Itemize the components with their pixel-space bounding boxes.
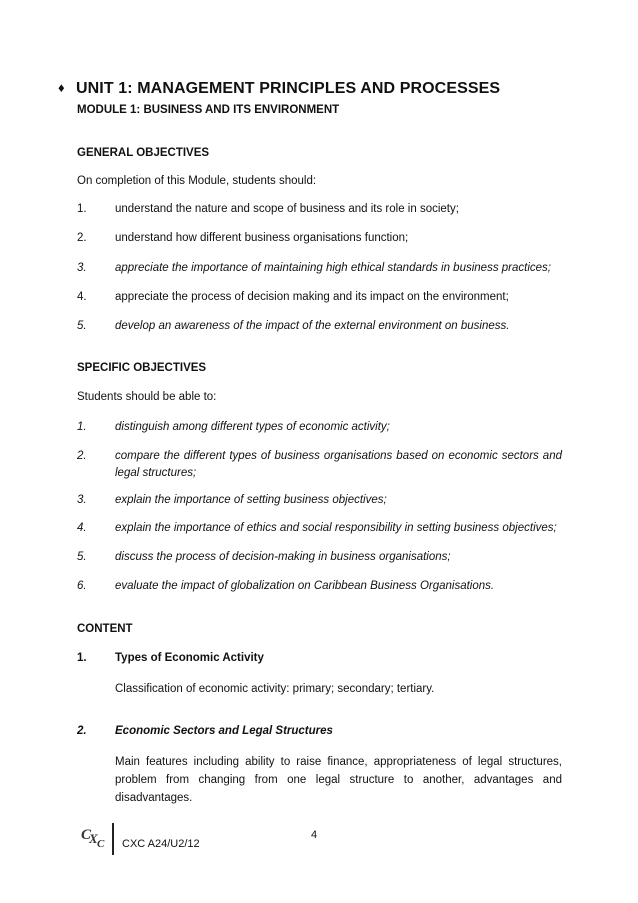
footer-divider: [112, 823, 114, 855]
item-number: 1.: [77, 421, 87, 433]
item-text: understand how different business organisations function;: [115, 232, 409, 244]
item-number: 1.: [77, 652, 87, 664]
module-title: MODULE 1: BUSINESS AND ITS ENVIRONMENT: [77, 104, 340, 116]
item-title: Economic Sectors and Legal Structures: [115, 725, 333, 737]
item-text: explain the importance of setting business objectives;: [115, 494, 387, 506]
svg-text:C: C: [81, 827, 92, 843]
item-number: 4.: [77, 522, 87, 534]
item-number: 2.: [77, 232, 87, 244]
item-number: 5.: [77, 320, 87, 332]
item-text: explain the importance of ethics and social responsibility in setting business objectives;: [115, 522, 557, 534]
general-objectives-heading: GENERAL OBJECTIVES: [77, 147, 210, 159]
page-number: 4: [311, 829, 318, 841]
svg-text:X: X: [89, 831, 98, 846]
diamond-bullet-icon: ♦: [58, 80, 65, 95]
svg-text:C: C: [97, 838, 105, 850]
item-number: 2.: [77, 450, 87, 462]
item-text: appreciate the process of decision making and its impact on the environment;: [115, 291, 509, 303]
content-item-body: Main features including ability to raise finance, appropriateness of legal structures, problem from changing from one legal structure to another, advantages and disadvantages.: [115, 756, 562, 804]
content-item-body: Classification of economic activity: primary; secondary; tertiary.: [115, 683, 435, 695]
unit-title: [58, 80, 500, 98]
general-objectives-intro: On completion of this Module, students should:: [77, 175, 317, 187]
item-text: evaluate the impact of globalization on Caribbean Business Organisations.: [115, 580, 495, 592]
specific-objectives-intro: Students should be able to:: [77, 391, 217, 403]
item-number: 6.: [77, 580, 87, 592]
item-number: 5.: [77, 551, 87, 563]
item-text: compare the different types of business organisations based on economic sectors and legal structures;: [115, 450, 562, 479]
unit-title-text: UNIT 1: MANAGEMENT PRINCIPLES AND PROCESSES: [76, 80, 501, 97]
item-number: 3.: [77, 262, 87, 274]
item-number: 2.: [77, 725, 87, 737]
item-text: distinguish among different types of economic activity;: [115, 421, 390, 433]
item-number: 1.: [77, 203, 87, 215]
item-text: appreciate the importance of maintaining high ethical standards in business practices;: [115, 262, 551, 274]
item-number: 3.: [77, 494, 87, 506]
item-title: Types of Economic Activity: [115, 652, 264, 664]
cxc-logo: [80, 822, 110, 850]
specific-objectives-heading: SPECIFIC OBJECTIVES: [77, 362, 207, 374]
item-text: understand the nature and scope of business and its role in society;: [115, 203, 459, 215]
item-number: 4.: [77, 291, 87, 303]
item-text: discuss the process of decision-making in business organisations;: [115, 551, 451, 563]
item-text: develop an awareness of the impact of the external environment on business.: [115, 320, 510, 332]
document-code: CXC A24/U2/12: [122, 838, 200, 850]
content-heading: CONTENT: [77, 623, 133, 635]
